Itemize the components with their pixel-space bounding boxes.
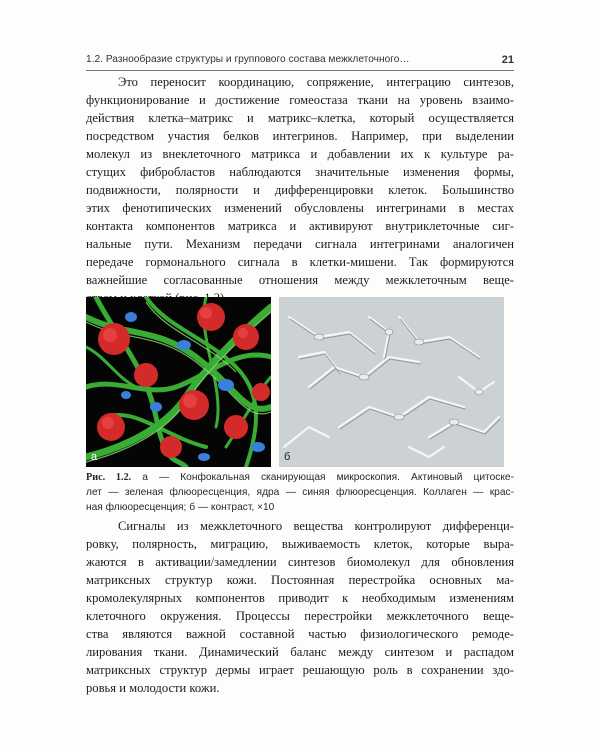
text-line: передаче гормонального сигнала в клетки-мишени. Так формируются: [86, 255, 514, 269]
figure-b-contrast-image: [279, 297, 504, 467]
caption-line: [86, 470, 514, 485]
text-line: действия клетка–матрикс и матрикс–клетка, который осуществляется: [86, 111, 514, 125]
text-line: важнейшие согласованные отношения между межклеточным веще-: [86, 273, 514, 287]
text-line: Сигналы из межклеточного вещества контролируют дифференци-: [118, 519, 514, 533]
text-line: Это переносит координацию, сопряжение, интеграцию синтезов,: [118, 75, 514, 89]
text-line: клеточного окружения. Процессы перестройки межклеточного веще-: [86, 609, 514, 623]
text-line: матриксных структур кожи. Постоянная перестройка основных ма-: [86, 573, 514, 587]
text-line: ровку, полярность, миграцию, выживаемость клеток, которые выра-: [86, 537, 514, 551]
text-line: матриксных структур дермы играет решающую роль в сохранении здо-: [86, 663, 514, 677]
caption-prefix: Рис. 1.2.: [86, 472, 132, 483]
caption-text: а — Конфокальная сканирующая микроскопия. Актиновый цитоске-: [131, 472, 514, 483]
text-line: ства являются важной составной частью физиологического ремоде-: [86, 627, 514, 641]
caption-line: ная флюоресценция; б — контраст, ×10: [86, 502, 275, 513]
header-rule: [86, 70, 514, 71]
running-header: [86, 54, 514, 70]
text-line: молекул из внеклеточного матрикса и добавлении их к культуре ра-: [86, 147, 514, 161]
figure-label-a: а: [91, 451, 98, 463]
text-line: ровья и молодости кожи.: [86, 681, 220, 695]
caption-line: лет — зеленая флюоресценция, ядра — синяя флюоресценция. Коллаген — крас-: [86, 487, 514, 498]
page-number: 21: [501, 54, 514, 66]
figure-label-b: б: [284, 451, 291, 463]
running-header-title: 1.2. Разнообразие структуры и группового состава межклеточного…: [86, 54, 410, 65]
confocal-micrograph: [86, 297, 271, 467]
text-line: функционирование и достижение гомеостаза ткани на уровень взаимо-: [86, 93, 514, 107]
figure-caption: [86, 470, 514, 515]
text-line: жаются в активации/замедлении синтезов биомолекул для обновления: [86, 555, 514, 569]
text-line: контакта компонентов матрикса и активируют внутриклеточные сиг-: [86, 219, 514, 233]
text-line: кромолекулярных компонентов приводит к необходимым изменениям: [86, 591, 514, 605]
paragraph-2: [86, 517, 514, 697]
text-line: этих фенотипических изменений обусловлены интегринами в местах: [86, 201, 514, 215]
text-line: посредством участия белков интегринов. Например, при выделении: [86, 129, 514, 143]
text-line: лирования ткани. Динамический баланс между синтезом и распадом: [86, 645, 514, 659]
paragraph-1: [86, 73, 514, 307]
text-line: стущих фибробластов наблюдаются значительные изменения формы,: [86, 165, 514, 179]
figure-a-confocal-image: [86, 297, 271, 467]
text-line: нальные пути. Механизм передачи сигнала интегринами аналогичен: [86, 237, 514, 251]
phase-contrast-micrograph: [279, 297, 504, 467]
text-line: подвижности, полярности и дифференцировки клеток. Большинство: [86, 183, 514, 197]
